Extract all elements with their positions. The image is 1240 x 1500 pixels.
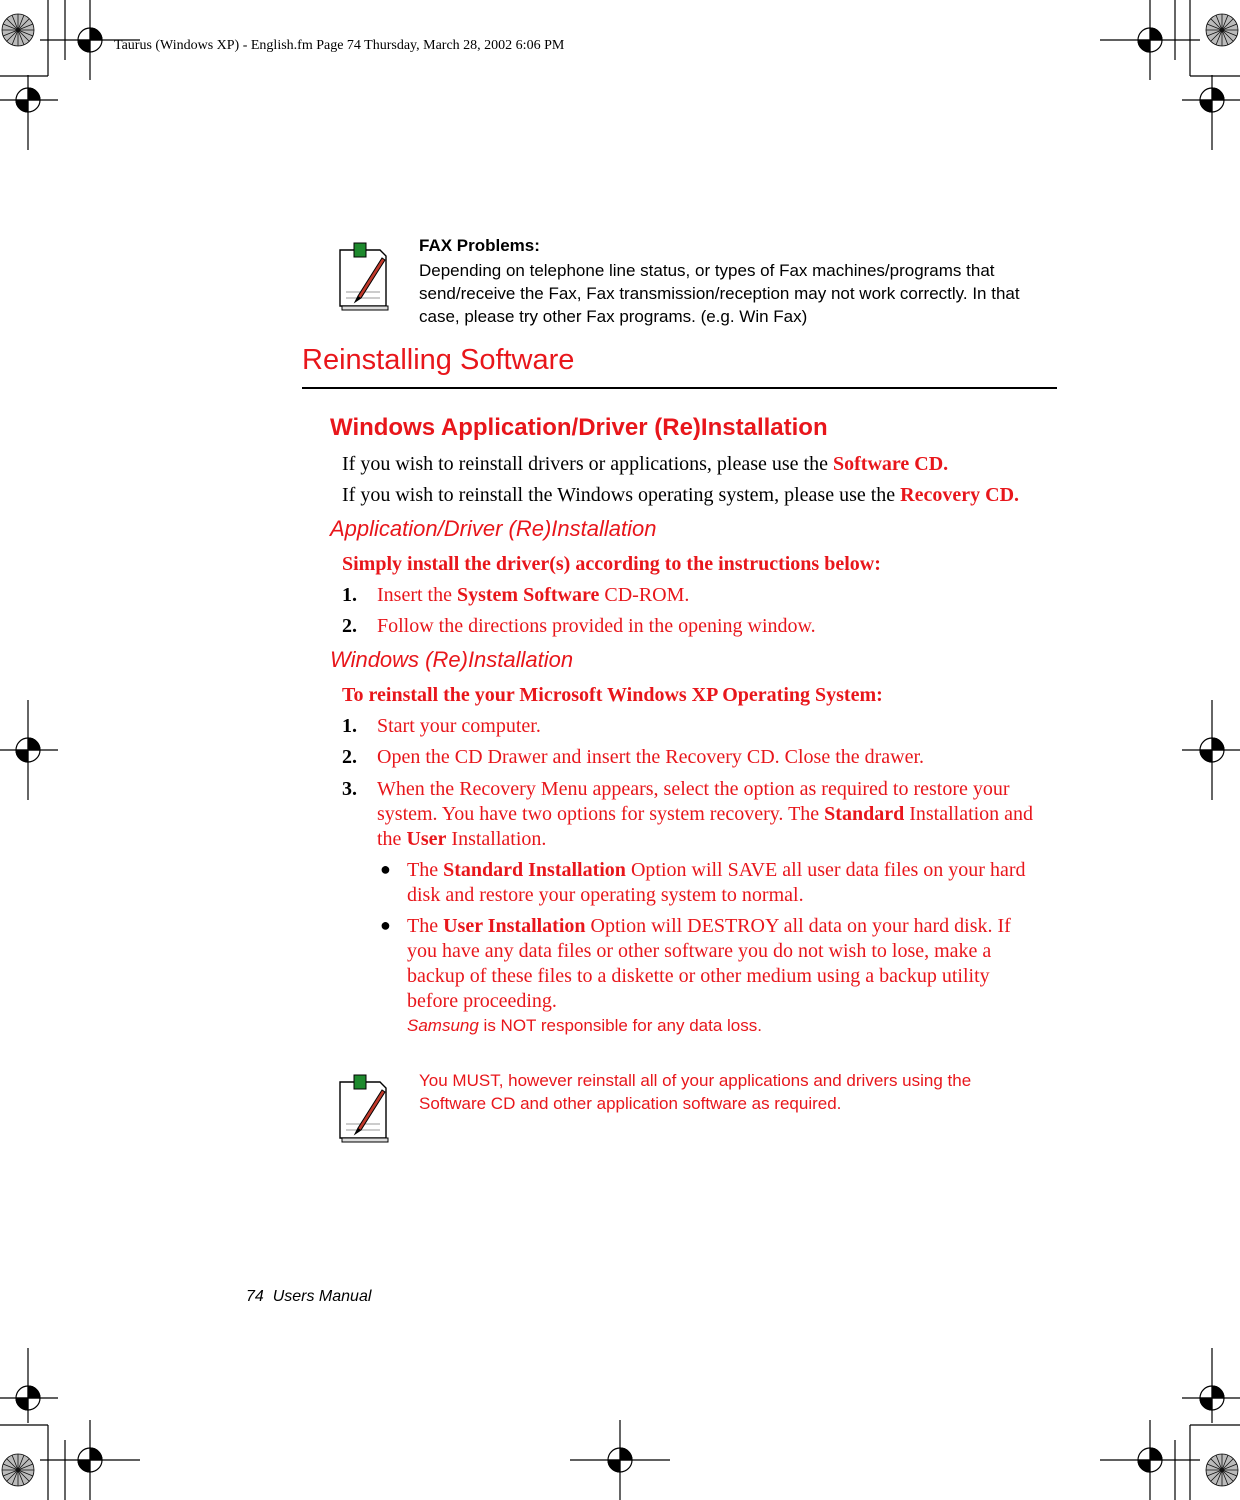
section-title: Reinstalling Software [302, 344, 575, 376]
win-step-3: 3. When the Recovery Menu appears, select the option as required to restore your [342, 778, 1010, 800]
note2-line-1: You MUST, however reinstall all of your applications and drivers using the [419, 1071, 972, 1090]
bullet-dot: ● [380, 915, 391, 935]
win-install-lead: To reinstall the your Microsoft Windows XP Operating System: [342, 684, 883, 706]
bullet-user: The User Installation Option will DESTROY all data on your hard disk. If [407, 915, 1011, 937]
memo-pencil-icon [334, 1072, 392, 1144]
bullet-user-line-4: before proceeding. [407, 990, 557, 1012]
memo-pencil-icon [334, 240, 392, 312]
note2-line-2: Software CD and other application software as required. [419, 1094, 842, 1113]
app-install-title: Application/Driver (Re)Installation [330, 516, 657, 541]
win-step-1: 1. Start your computer. [342, 715, 541, 737]
subsection-title: Windows Application/Driver (Re)Installation [330, 414, 828, 441]
bullet-standard: The Standard Installation Option will SAVE all user data files on your hard [407, 859, 1026, 881]
win-step-3-line-2: system. You have two options for system recovery. The Standard Installation and [377, 803, 1034, 825]
win-install-title: Windows (Re)Installation [330, 647, 574, 672]
page-footer: 74 Users Manual [246, 1288, 372, 1305]
intro-line-2: If you wish to reinstall the Windows operating system, please use the Recovery CD. [342, 484, 1020, 506]
print-header: Taurus (Windows XP) - English.fm Page 74 Thursday, March 28, 2002 6:06 PM [114, 38, 565, 53]
win-step-3-line-3: the User Installation. [377, 828, 547, 850]
note-body: Depending on telephone line status, or types of Fax machines/programs that send/receive the Fax, Fax transmission/reception may not work correctly. In that case, please try other Fax programs. (e.g. Win Fax) [419, 261, 1020, 326]
app-install-lead: Simply install the driver(s) according to the instructions below: [342, 553, 881, 575]
win-step-2: 2. Open the CD Drawer and insert the Recovery CD. Close the drawer. [342, 746, 925, 768]
note-title: FAX Problems: [419, 236, 540, 255]
app-step-2: 2. Follow the directions provided in the opening window. [342, 615, 816, 637]
intro-line-1: If you wish to reinstall drivers or applications, please use the Software CD. [342, 453, 949, 475]
section-rule [302, 387, 1057, 389]
disclaimer: Samsung is NOT responsible for any data loss. [407, 1016, 762, 1035]
bullet-user-line-3: backup of these files to a diskette or other medium using a backup utility [407, 965, 990, 987]
bullet-dot: ● [380, 859, 391, 879]
bullet-user-line-2: you have any data files or other software you do not wish to lose, make a [407, 940, 992, 962]
app-step-1: 1. Insert the System Software CD-ROM. [342, 584, 690, 606]
bullet-standard-line-2: disk and restore your operating system to normal. [407, 884, 804, 906]
